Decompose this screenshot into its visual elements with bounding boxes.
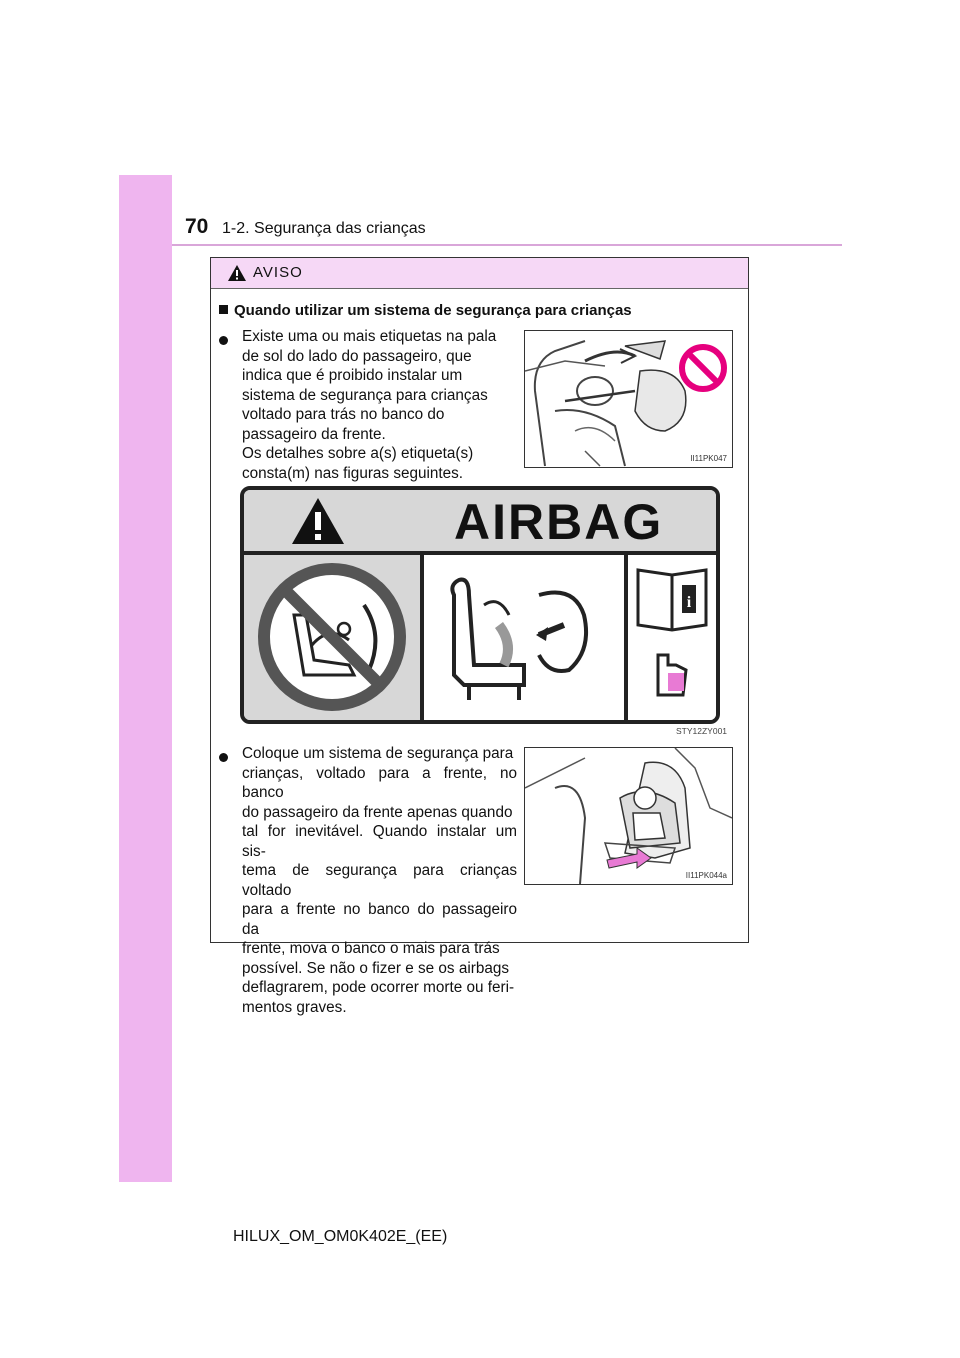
- no-rear-facing-child-seat-icon: [244, 555, 420, 720]
- warning-title: AVISO: [253, 264, 303, 281]
- svg-text:i: i: [686, 594, 692, 611]
- bullet-dot-icon: [219, 336, 228, 345]
- warning-header: [211, 258, 748, 289]
- figure-code: II11PK044a: [685, 871, 727, 880]
- forward-facing-seat-figure: [524, 747, 733, 885]
- square-bullet-icon: [219, 305, 228, 314]
- figure-code: II11PK047: [690, 454, 727, 463]
- airbag-label-top: [244, 490, 716, 555]
- page-number: 70: [185, 215, 209, 238]
- prohibition-icon: [678, 343, 728, 393]
- header-divider: [172, 244, 842, 246]
- document-code: HILUX_OM_OM0K402E_(EE): [233, 1228, 448, 1245]
- bullet-dot-icon: [219, 753, 228, 762]
- airbag-label-panel-1: [244, 555, 424, 720]
- airbag-deploying-icon: [424, 555, 624, 720]
- figure-code: STY12ZY001: [676, 726, 728, 736]
- warning-heading: Quando utilizar um sistema de segurança para crianças: [219, 302, 632, 319]
- warning-box: [210, 257, 749, 1016]
- airbag-label-text: AIRBAG: [454, 494, 664, 550]
- rear-facing-seat-figure: [524, 330, 733, 468]
- warning-triangle-icon: [227, 264, 247, 282]
- airbag-warning-label: [240, 486, 720, 724]
- airbag-label-panel-3: [628, 555, 716, 720]
- sidebar-tab: [119, 175, 172, 1182]
- section-title: 1-2. Segurança das crianças: [222, 220, 426, 237]
- read-manual-icon: [628, 555, 716, 720]
- forward-facing-child-seat-illustration: [525, 748, 732, 884]
- bullet-2-text: Coloque um sistema de segurança para crianças, voltado para a frente, no banco do passageiro da frente apenas quando tal for inevitável. Quando instalar um sis- tema de segurança para crianças voltado para a frente no banco do passageiro da frente, mova o banco o mais para trás possível. Se não o fizer e se os airbags deflagrarem, pode ocorrer morte ou feri- mentos graves.: [242, 745, 517, 1016]
- exclamation-triangle-icon: [290, 496, 346, 546]
- bullet-1-text: Existe uma ou mais etiquetas na pala de sol do lado do passageiro, que indica que é proibido instalar um sistema de segurança para crianças voltado para trás no banco do passageiro da frente. Os detalhes sobre a(s) etiqueta(s) consta(m) nas figuras seguintes.: [242, 328, 497, 482]
- airbag-label-panel-2: [424, 555, 628, 720]
